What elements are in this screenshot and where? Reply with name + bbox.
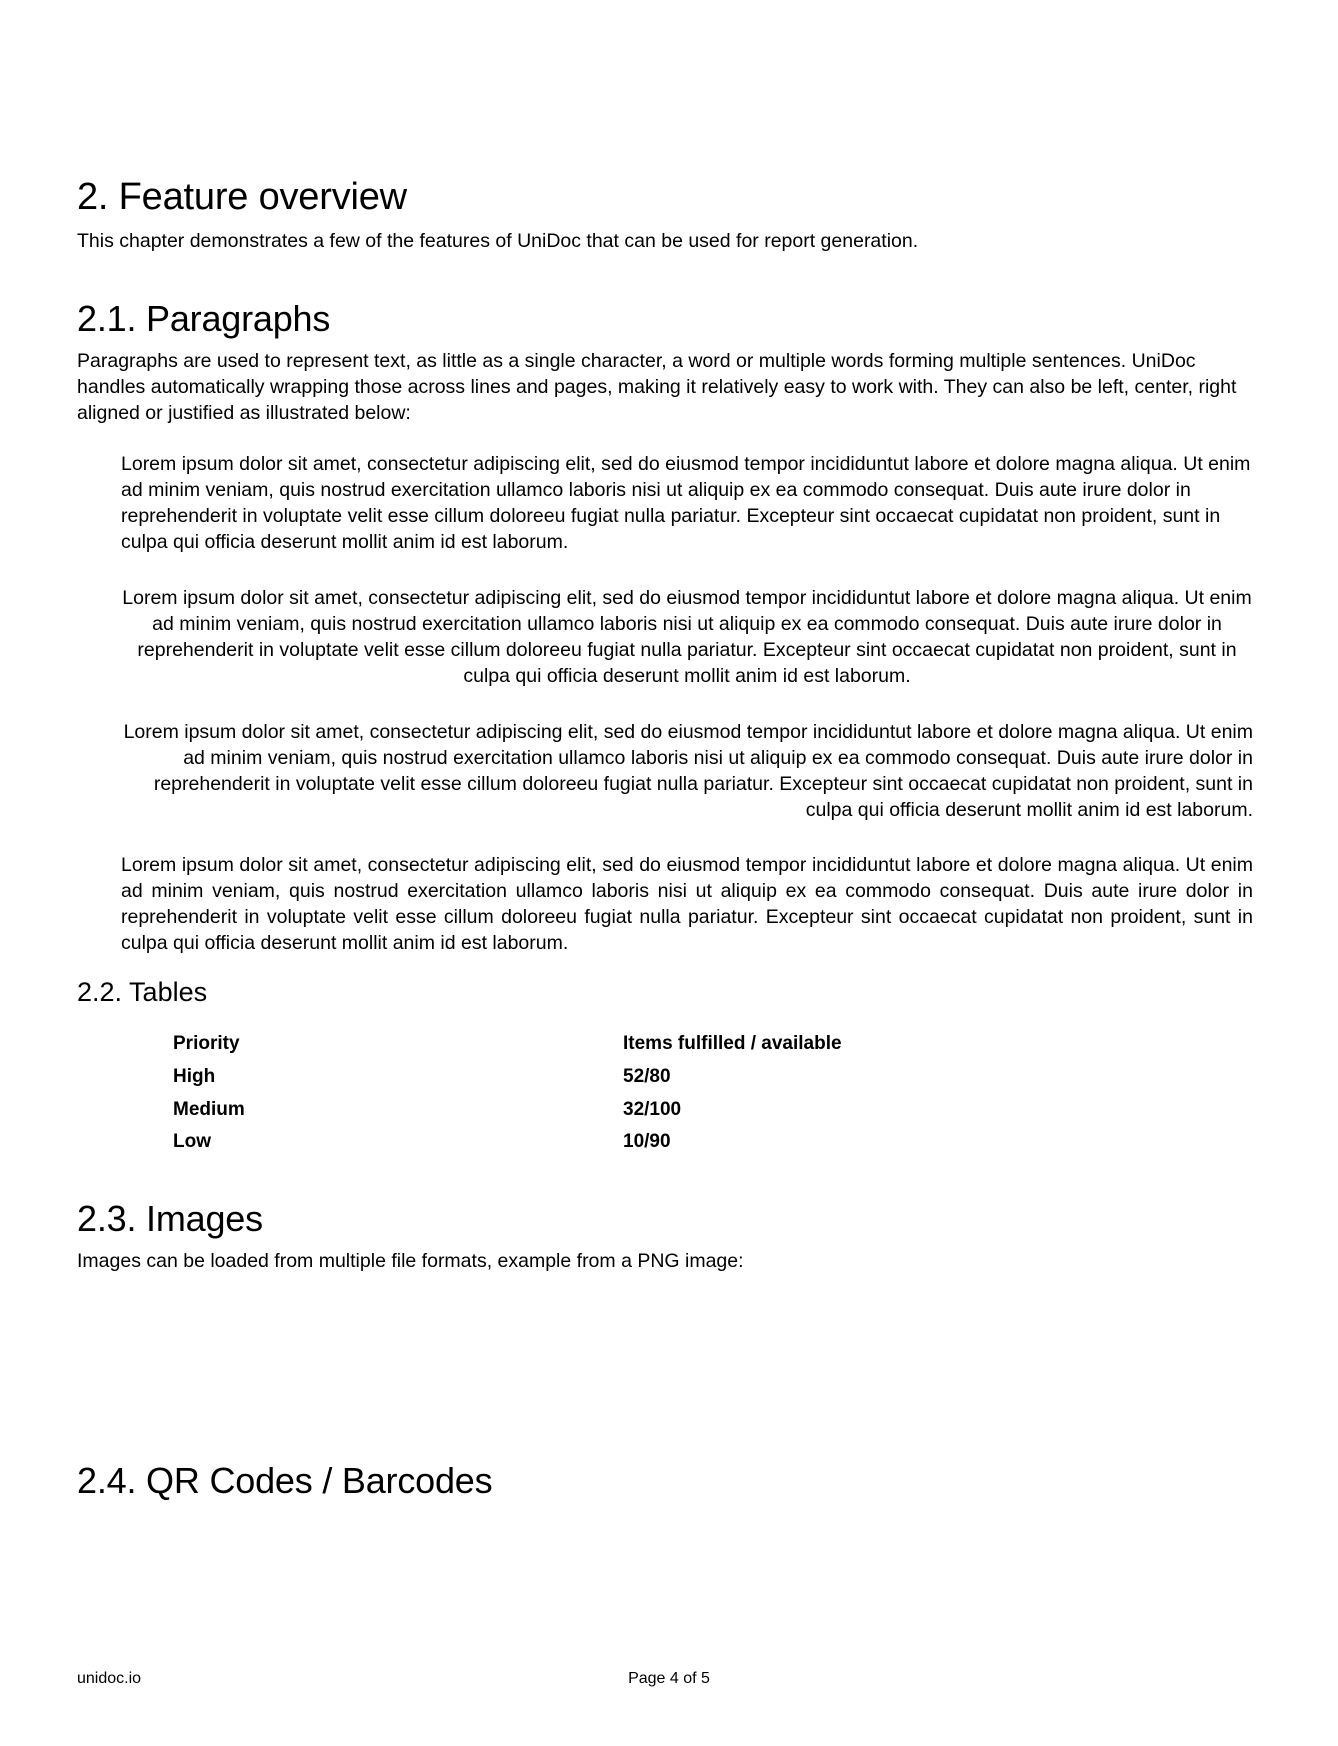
spacer: [77, 1239, 1261, 1248]
table-row: [173, 1094, 963, 1127]
spacer: [77, 1008, 1261, 1028]
table-cell-priority: High: [173, 1065, 216, 1087]
table-cell-items: 52/80: [623, 1065, 671, 1087]
priority-fulfillment-table: [173, 1028, 963, 1159]
footer-site-label: unidoc.io: [77, 1670, 142, 1687]
spacer: [77, 1159, 1261, 1199]
sample-paragraph-center-aligned: Lorem ipsum dolor sit amet, consectetur adipiscing elit, sed do eiusmod tempor incididuntut labore et dolore magna aliqua. Ut enim ad minim veniam, quis nostrud exercitation ullamco laboris nisi ut aliquip ex ea commodo consequat. Duis aute irure dolor in reprehenderit in voluptate velit esse cillum doloreeu fugiat nulla pariatur. Excepteur sint occaecat cupidatat non proident, sunt in culpa qui officia deserunt mollit anim id est laborum.: [122, 587, 1252, 687]
spacer: [77, 254, 1261, 299]
section-heading-paragraphs: 2.1. Paragraphs: [77, 297, 331, 339]
table-row: [173, 1061, 963, 1094]
top-margin-spacer: [77, 0, 1261, 176]
spacer: [77, 1425, 1261, 1461]
table-cell-priority: Medium: [173, 1098, 245, 1120]
images-intro-text: Images can be loaded from multiple file formats, example from a PNG image:: [77, 1250, 744, 1273]
page-content: [77, 0, 1261, 1501]
page-footer: [77, 1667, 1261, 1691]
table-row: [173, 1126, 963, 1159]
table-column-header-items: Items fulfilled / available: [623, 1033, 842, 1055]
table-cell-items: 10/90: [623, 1131, 671, 1153]
chapter-heading: 2. Feature overview: [77, 176, 407, 218]
table-cell-items: 32/100: [623, 1098, 682, 1120]
footer-page-number: Page 4 of 5: [628, 1670, 710, 1687]
section-heading-images: 2.3. Images: [77, 1198, 263, 1240]
spacer: [77, 219, 1261, 228]
image-placeholder: [77, 1275, 1261, 1425]
sample-paragraph-left-aligned: Lorem ipsum dolor sit amet, consectetur adipiscing elit, sed do eiusmod tempor incididuntut labore et dolore magna aliqua. Ut enim ad minim veniam, quis nostrud exercitation ullamco laboris nisi ut aliquip ex ea commodo consequat. Duis aute irure dolor in reprehenderit in voluptate velit esse cillum doloreeu fugiat nulla pariatur. Excepteur sint occaecat cupidatat non proident, sunt in culpa qui officia deserunt mollit anim id est laborum.: [121, 453, 1251, 554]
spacer: [77, 823, 1261, 853]
chapter-intro-text: This chapter demonstrates a few of the features of UniDoc that can be used for report generation.: [77, 229, 919, 252]
table-cell-priority: Low: [173, 1131, 211, 1153]
spacer: [77, 426, 1261, 452]
section-heading-tables: 2.2. Tables: [77, 977, 208, 1008]
spacer: [77, 339, 1261, 348]
table-column-header-priority: Priority: [173, 1033, 240, 1055]
table-header-row: [173, 1028, 963, 1061]
sample-paragraph-justified: Lorem ipsum dolor sit amet, consectetur adipiscing elit, sed do eiusmod tempor incididuntut labore et dolore magna aliqua. Ut enim ad minim veniam, quis nostrud exercitation ullamco laboris nisi ut aliquip ex ea commodo consequat. Duis aute irure dolor in reprehenderit in voluptate velit esse cillum doloreeu fugiat nulla pariatur. Excepteur sint occaecat cupidatat non proident, sunt in culpa qui officia deserunt mollit anim id est laborum.: [121, 854, 1253, 955]
spacer: [77, 957, 1261, 977]
paragraphs-intro-text: Paragraphs are used to represent text, as little as a single character, a word or multiple words forming multiple sentences. UniDoc handles automatically wrapping those across lines and pages, making it relatively easy to work with. They can also be left, center, right aligned or justified as illustrated below:: [77, 349, 1237, 425]
spacer: [77, 556, 1261, 586]
spacer: [77, 690, 1261, 720]
section-heading-qr-codes: 2.4. QR Codes / Barcodes: [77, 1459, 493, 1501]
sample-paragraph-right-aligned: Lorem ipsum dolor sit amet, consectetur adipiscing elit, sed do eiusmod tempor incididuntut labore et dolore magna aliqua. Ut enim ad minim veniam, quis nostrud exercitation ullamco laboris nisi ut aliquip ex ea commodo consequat. Duis aute irure dolor in reprehenderit in voluptate velit esse cillum doloreeu fugiat nulla pariatur. Excepteur sint occaecat cupidatat non proident, sunt in culpa qui officia deserunt mollit anim id est laborum.: [123, 720, 1253, 821]
